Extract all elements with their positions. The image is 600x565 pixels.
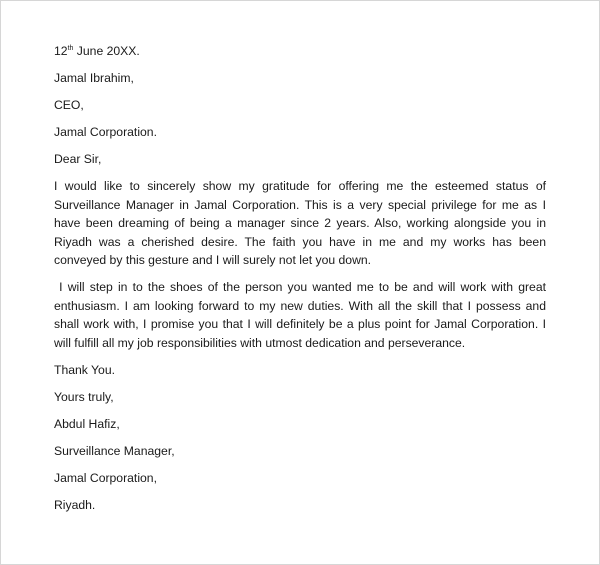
date-ordinal: th: [67, 45, 74, 52]
recipient-name: Jamal Ibrahim,: [54, 70, 134, 85]
date-month-year: June 20XX.: [73, 44, 140, 58]
closing-line: Yours truly,: [54, 390, 114, 405]
date-day: 12: [54, 44, 68, 58]
thanks-line: Thank You.: [54, 363, 115, 378]
body-paragraph-1: I would like to sincerely show my gratitude for offering me the esteemed status of Surveillance Manager in Jamal Corporation. This is a very special privilege for me as I have been dreaming of being a manager since 2 years. Also, working alongside you in Riyadh was a cherished desire. The faith you have in me and my works has been conveyed by this gesture and I will surely not let you down.: [54, 178, 546, 268]
sender-company: Jamal Corporation,: [54, 470, 157, 485]
recipient-title: CEO,: [54, 97, 84, 112]
sender-title: Surveillance Manager,: [54, 444, 175, 458]
body-paragraph-2: I will step in to the shoes of the person you wanted me to be and will work with great enthusiasm. I am looking forward to my new duties. With all the skill that I possess and shall work with, I promise you that I will definitely be a plus point for Jamal Corporation. I will fulfill all my job responsibilities with utmost dedication and perseverance.: [54, 280, 550, 351]
recipient-company: Jamal Corporation.: [54, 124, 157, 139]
letter-date: [54, 42, 546, 61]
sender-name: Abdul Hafiz,: [54, 417, 120, 432]
letter-body: [54, 42, 550, 523]
sender-city: Riyadh.: [54, 497, 96, 512]
salutation: Dear Sir,: [54, 151, 102, 166]
